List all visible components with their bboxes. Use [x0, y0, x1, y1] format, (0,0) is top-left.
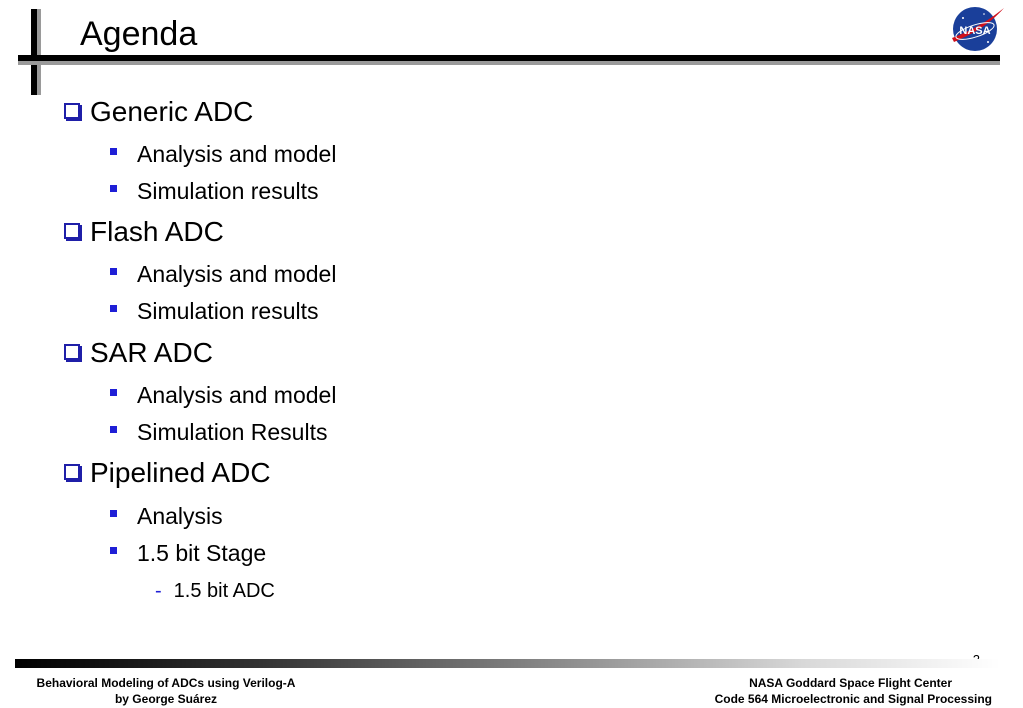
- checkbox-bullet-icon: [64, 103, 80, 119]
- square-bullet-icon: [110, 426, 117, 433]
- agenda-item-label: Pipelined ADC: [90, 457, 271, 488]
- agenda-subitem: [110, 297, 319, 325]
- agenda-subitem-label: Analysis and model: [137, 141, 337, 167]
- agenda-subitem: [110, 140, 336, 168]
- agenda-item: [64, 337, 213, 369]
- agenda-subsubitem-label: 1.5 bit ADC: [173, 580, 275, 602]
- square-bullet-icon: [110, 268, 117, 275]
- agenda-subitem-label: Simulation results: [137, 298, 319, 324]
- checkbox-bullet-icon: [64, 344, 80, 360]
- agenda-item: [64, 96, 253, 128]
- agenda-subitem-label: Simulation Results: [137, 419, 328, 445]
- svg-text:NASA: NASA: [959, 25, 991, 37]
- agenda-subitem: [110, 539, 266, 567]
- agenda-item-label: Flash ADC: [90, 216, 224, 247]
- agenda-subitem: [110, 260, 336, 288]
- square-bullet-icon: [110, 148, 117, 155]
- agenda-subitem-label: Analysis: [137, 503, 223, 529]
- footer-presentation-title: Behavioral Modeling of ADCs using Verilog-A: [36, 676, 296, 690]
- agenda-subitem-label: Simulation results: [137, 178, 319, 204]
- footer-department: Code 564 Microelectronic and Signal Processing: [714, 692, 992, 706]
- square-bullet-icon: [110, 510, 117, 517]
- checkbox-bullet-icon: [64, 464, 80, 480]
- slide-title: Agenda: [80, 15, 198, 53]
- checkbox-bullet-icon: [64, 223, 80, 239]
- agenda-subitem: [110, 177, 319, 205]
- agenda-item: [64, 216, 224, 248]
- title-underline-shadow: [18, 61, 1000, 65]
- agenda-subsubitem: [155, 579, 275, 603]
- square-bullet-icon: [110, 305, 117, 312]
- footer-organization: NASA Goddard Space Flight Center: [749, 676, 952, 690]
- dash-bullet-icon: -: [155, 580, 162, 602]
- agenda-item-label: SAR ADC: [90, 337, 213, 368]
- footer-author: by George Suárez: [114, 692, 218, 706]
- square-bullet-icon: [110, 547, 117, 554]
- footer-gradient-bar: [15, 659, 1000, 668]
- square-bullet-icon: [110, 185, 117, 192]
- agenda-subitem-label: Analysis and model: [137, 382, 337, 408]
- agenda-subitem: [110, 418, 327, 446]
- nasa-logo-icon: [948, 4, 1006, 54]
- square-bullet-icon: [110, 389, 117, 396]
- agenda-subitem: [110, 381, 336, 409]
- agenda-subitem: [110, 502, 223, 530]
- agenda-subitem-label: Analysis and model: [137, 261, 337, 287]
- agenda-item-label: Generic ADC: [90, 96, 254, 127]
- agenda-subitem-label: 1.5 bit Stage: [137, 540, 267, 566]
- agenda-item: [64, 457, 271, 489]
- footer-left: [16, 675, 316, 707]
- footer-right: [640, 675, 992, 707]
- title-vertical-bar-shadow: [37, 9, 41, 95]
